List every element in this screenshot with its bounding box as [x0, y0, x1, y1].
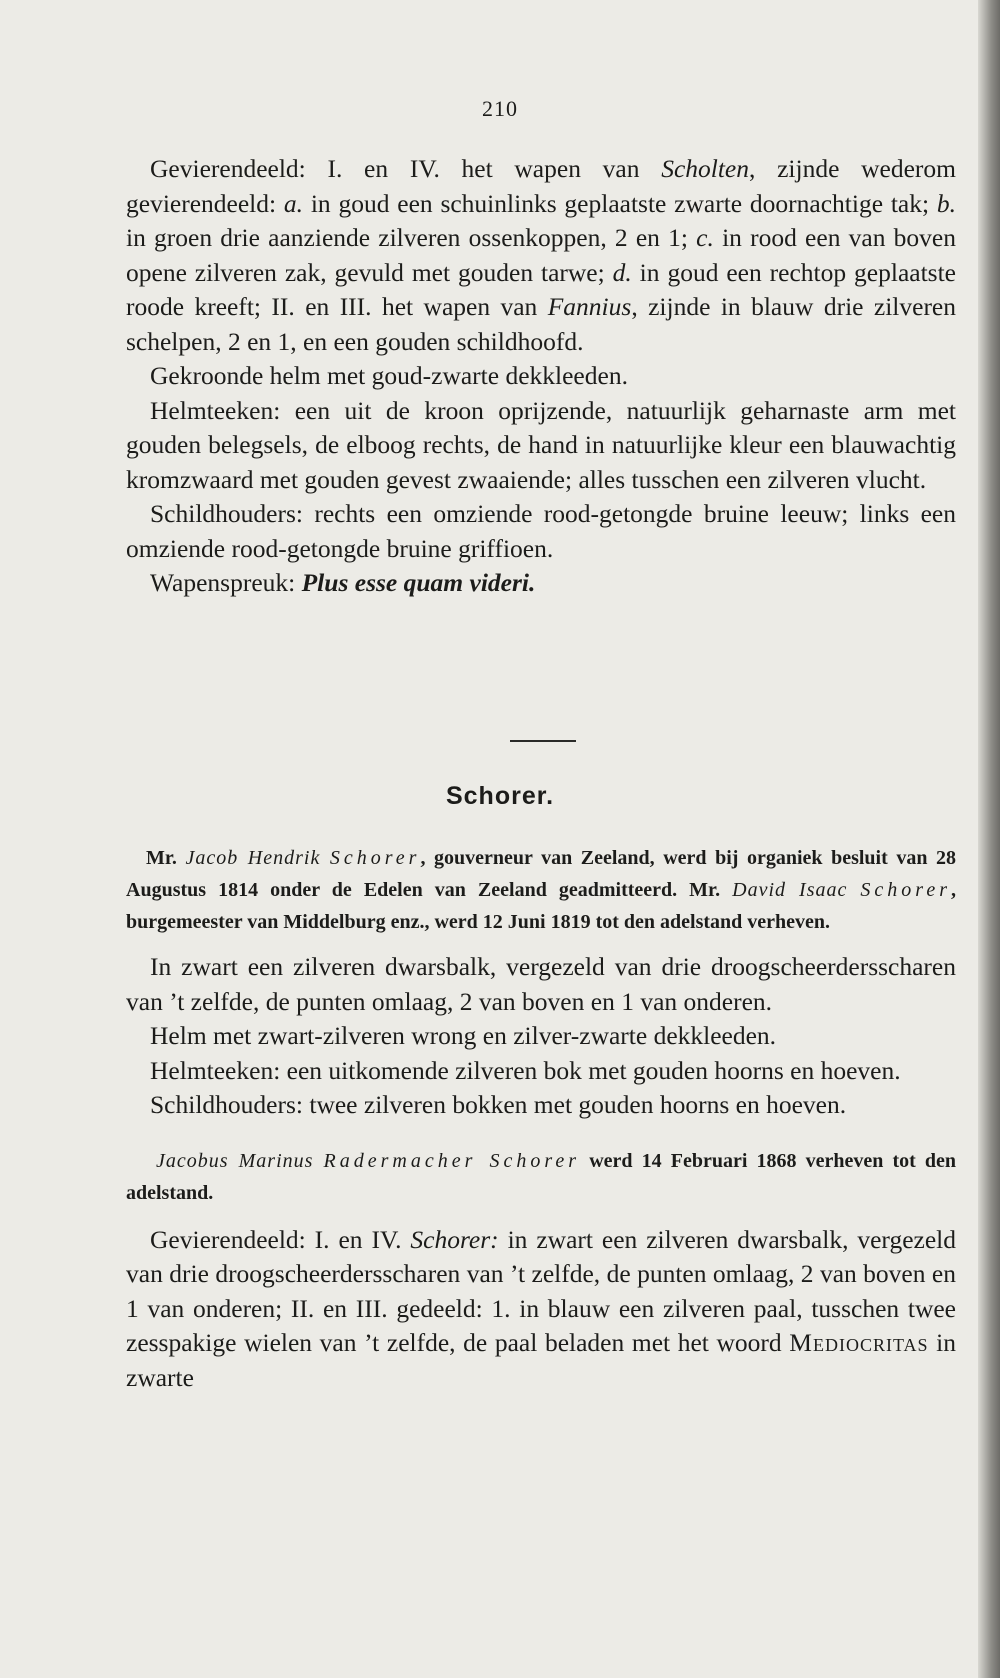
section-divider [510, 740, 576, 742]
paragraph-schorer-helm: Helm met zwart-zilveren wrong en zilver-zwarte dekkleeden. [150, 1021, 777, 1050]
paragraph-helm: Gekroonde helm met goud-zwarte dekkleeden. [150, 361, 628, 390]
paragraph-wapenspreuk: Wapenspreuk: Plus esse quam videri. [150, 568, 536, 597]
note-schorer-2: Jacobus Marinus Radermacher Schorer werd 14 Februari 1868 verheven tot den adelstand. [126, 1149, 957, 1204]
paragraph-schorer-helmteeken: Helmteeken: een uitkomende zilveren bok met gouden hoorns en hoeven. [150, 1055, 901, 1085]
paragraph-schorer-schildhouders: Schildhouders: twee zilveren bokken met gouden hoorns en hoeven. [150, 1090, 847, 1119]
paragraph-helmteeken: Helmteeken: een uit de kroon oprijzende, natuurlijk geharnaste arm met gouden belegsels, de elboog rechts, de hand in natuurlijke kleur een blauwachtig kromzwaard met gouden gevest zwaaiende; alles tusschen een zilveren vlucht. [126, 395, 956, 494]
section-heading-schorer: Schorer. [445, 782, 555, 810]
paragraph-gevierendeeld-1: Gevierendeeld: I. en IV. het wapen van Scholten, zijnde wederom gevierendeeld: a. in goud een schuinlinks geplaatste zwarte doornachtige tak; b. in groen drie aanziende zilveren ossenkoppen, 2 en 1; c. in rood een van boven opene zilveren zak, gevuld met gouden tarwe; d. in goud een rechtop geplaatste roode kreeft; II. en III. het wapen van Fannius, zijnde in blauw drie zilveren schelpen, 2 en 1, en een gouden schildhoofd. [126, 154, 957, 356]
section-schorer [126, 842, 956, 1395]
paragraph-schorer-gevierendeeld: Gevierendeeld: I. en IV. Schorer: in zwart een zilveren dwarsbalk, vergezeld van drie droogscheerdersscharen van ’t zelfde, de punten omlaag, 2 van boven en 1 van onderen; II. en III. gedeeld: 1. in blauw een zilveren paal, tusschen twee zesspakige wielen van ’t zelfde, de paal beladen met het woord Mediocritas in zwarte [126, 1224, 957, 1392]
page-edge-shadow [978, 0, 1000, 1678]
page-number: 210 [482, 96, 518, 121]
paragraph-schorer-arms: In zwart een zilveren dwarsbalk, vergezeld van drie droogscheerdersscharen van ’t zelfde, de punten omlaag, 2 van boven en 1 van onderen. [126, 952, 956, 1016]
paragraph-schildhouders: Schildhouders: rechts een omziende rood-getongde bruine leeuw; links een omziende rood-getongde bruine griffioen. [126, 499, 956, 563]
note-schorer-1: Mr. Jacob Hendrik Schorer, gouverneur van Zeeland, werd bij organiek besluit van 28 Augustus 1814 onder de Edelen van Zeeland geadmitteerd. Mr. David Isaac Schorer, burgemeester van Middelburg enz., werd 12 Juni 1819 tot den adelstand verheven. [126, 847, 957, 933]
section-scholten [126, 152, 956, 601]
